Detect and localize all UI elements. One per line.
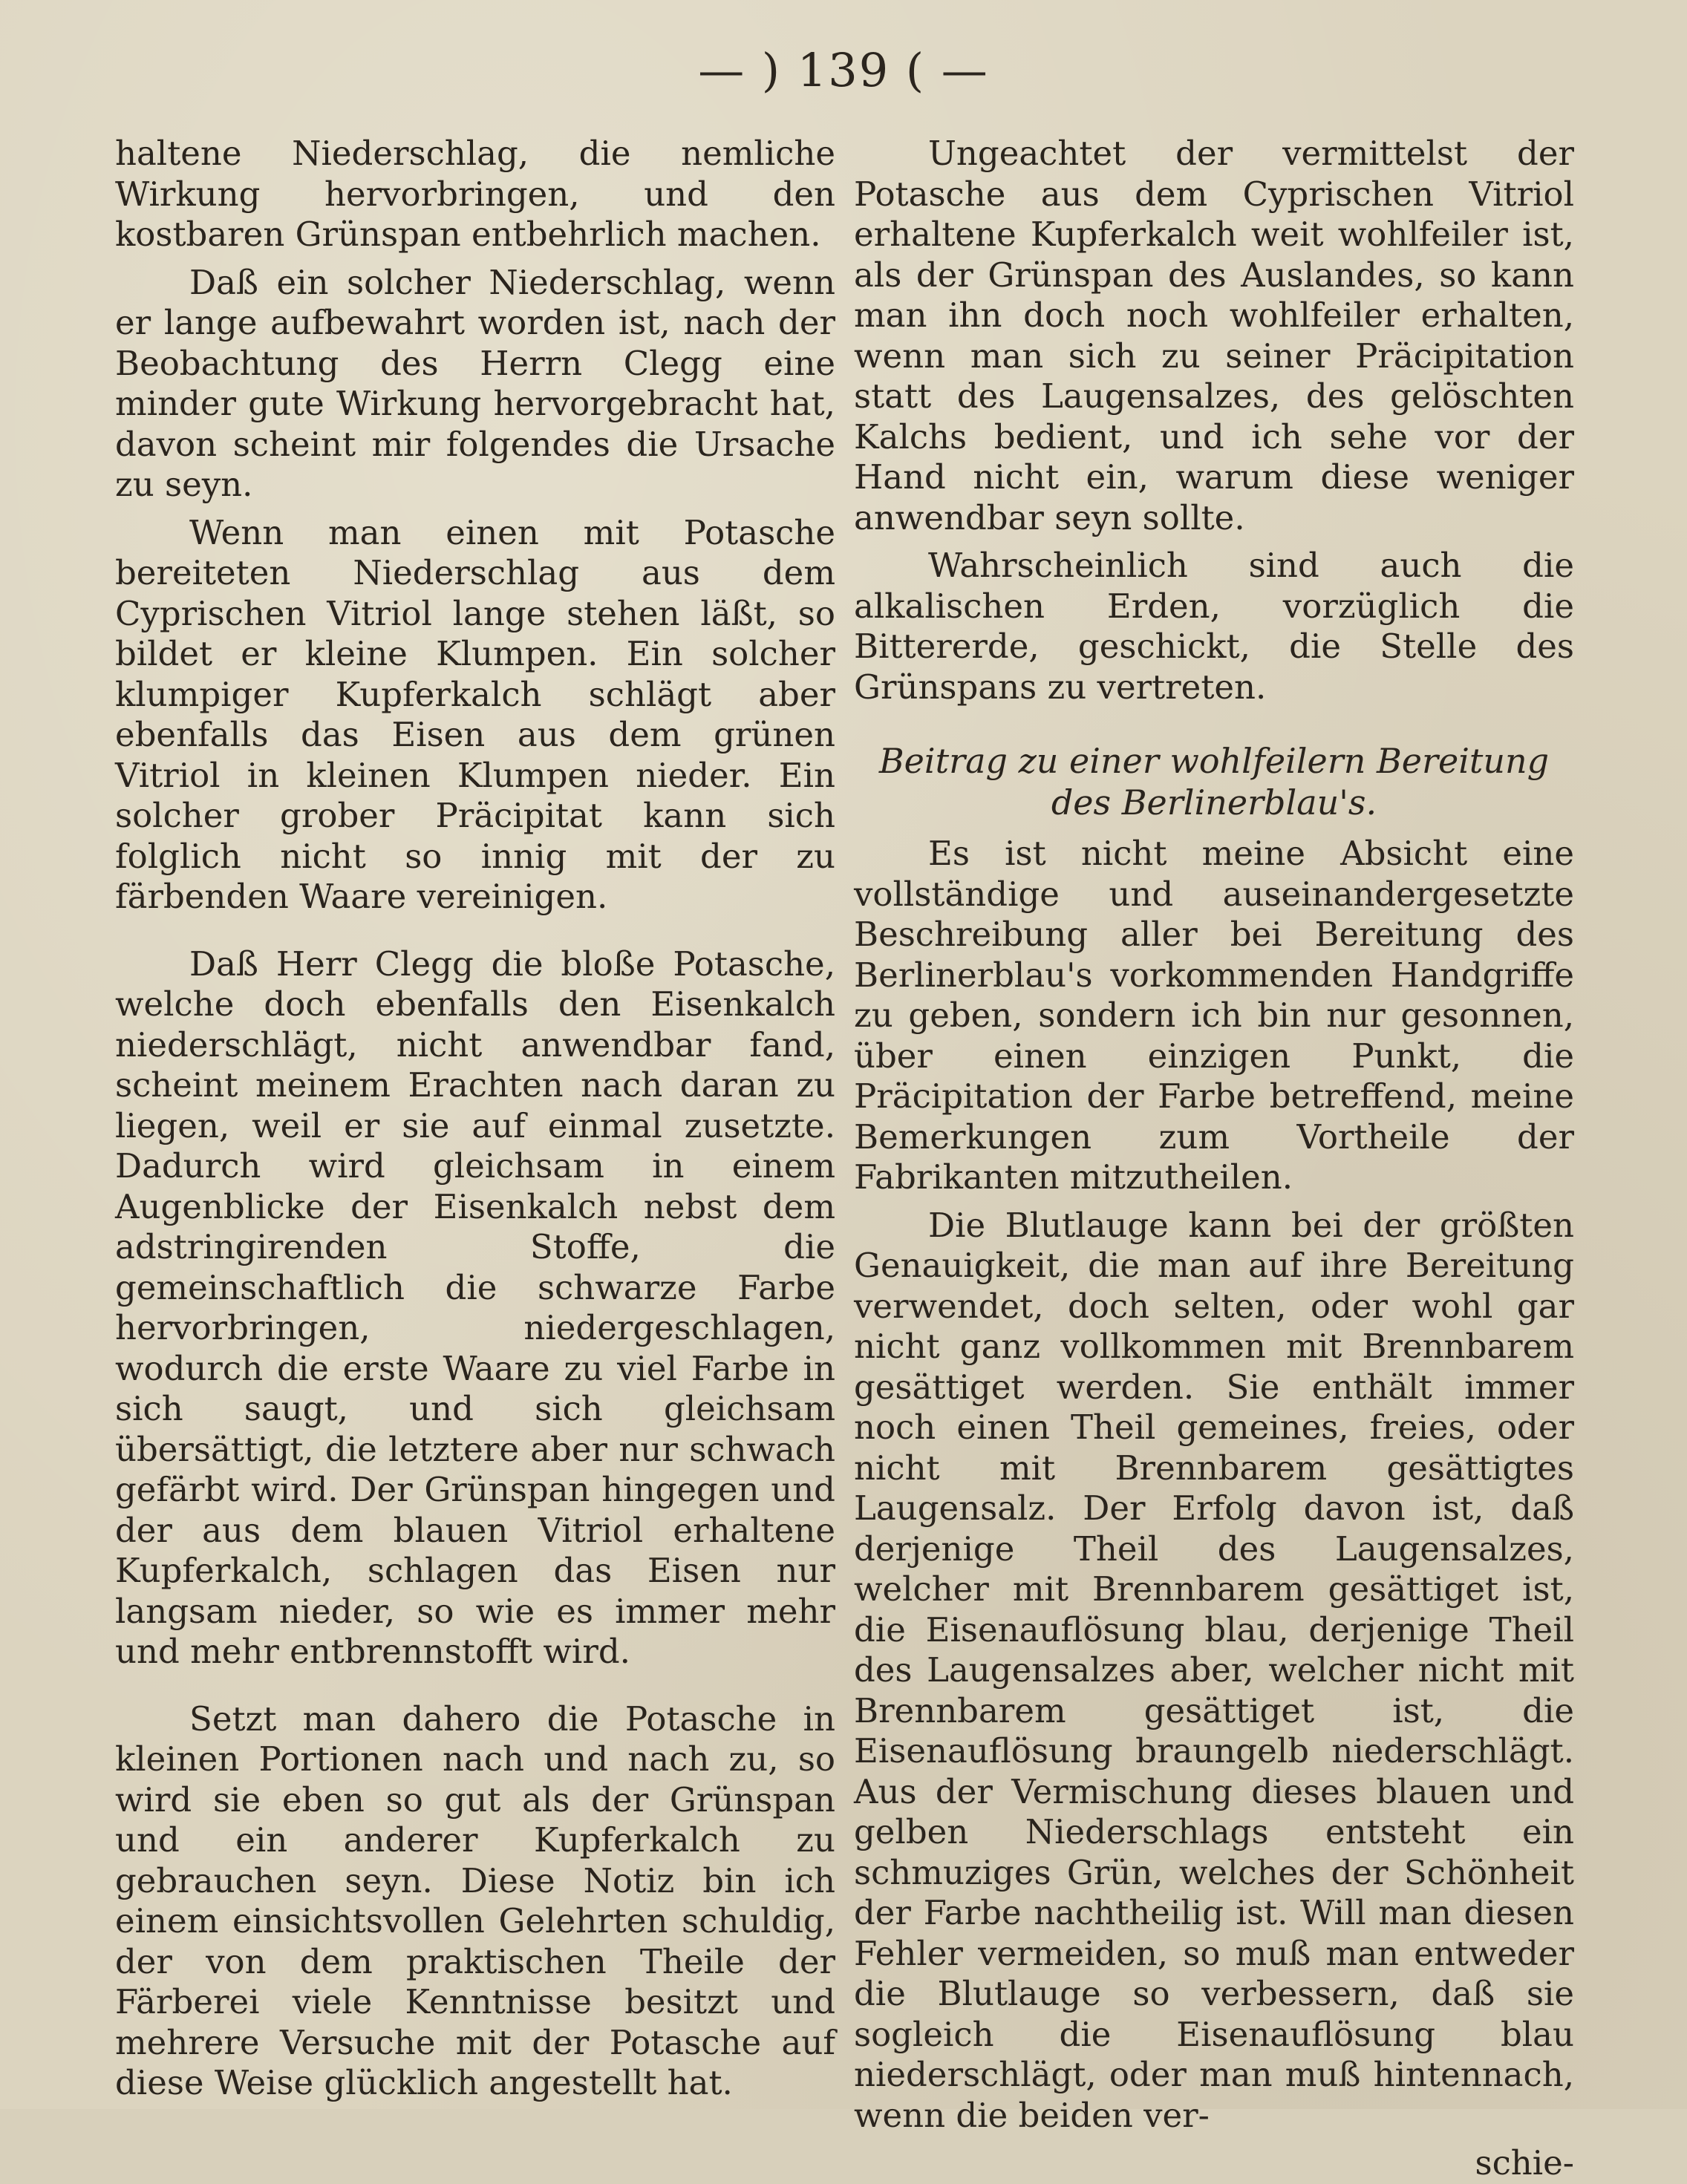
section-heading: Beitrag zu einer wohlfeilern Bereitung des Berlinerblau's. [878, 741, 1550, 823]
paragraph: Es ist nicht meine Absicht eine vollständige und auseinandergesetzte Beschreibung aller bei Bereitung des Berlinerblau's vorkommenden Handgriffe zu geben, sondern ich bin nur gesonnen, über einen einzigen Punkt, die Präcipitation der Farbe betreffend, meine Bemerkungen zum Vortheile der Fabrikanten mitzutheilen. [854, 834, 1574, 1197]
page-header: — ) 139 ( — [698, 43, 989, 97]
catchword: schie- [1475, 2143, 1574, 2183]
paragraph: Setzt man dahero die Potasche in kleinen Portionen nach und nach zu, so wird sie eben so gut als der Grünspan und ein anderer Kupferkalch zu gebrauchen seyn. Diese Notiz bin ich einem einsichtsvollen Gelehrten schuldig, der von dem praktischen Theile der Färberei viele Kenntnisse besitzt und mehrere Versuche mit der Potasche auf diese Weise glücklich angestellt hat. [115, 1699, 835, 2102]
right-column [854, 134, 1574, 2184]
paragraph: Daß Herr Clegg die bloße Potasche, welche doch ebenfalls den Eisenkalch niederschlägt, nicht anwendbar fand, scheint meinem Erachten nach daran zu liegen, weil er sie auf einmal zusetzte. Dadurch wird gleichsam in einem Augenblicke der Eisenkalch nebst dem adstringirenden Stoffe, die gemeinschaftlich die schwarze Farbe hervorbringen, niedergeschlagen, wodurch die erste Waare zu viel Farbe in sich saugt, und sich gleichsam übersättigt, die letztere aber nur schwach gefärbt wird. Der Grünspan hingegen und der aus dem blauen Vitriol erhaltene Kupferkalch, schlagen das Eisen nur langsam nieder, so wie es immer mehr und mehr entbrennstofft wird. [115, 944, 835, 1671]
paragraph: Die Blutlauge kann bei der größten Genauigkeit, die man auf ihre Bereitung verwendet, doch selten, oder wohl gar nicht ganz vollkommen mit Brennbarem gesättiget werden. Sie enthält immer noch einen Theil gemeines, freies, oder nicht mit Brennbarem gesättigtes Laugensalz. Der Erfolg davon ist, daß derjenige Theil des Laugensalzes, welcher mit Brennbarem gesättiget ist, die Eisenauflösung blau, derjenige Theil des Laugensalzes aber, welcher nicht mit Brennbarem gesättiget ist, die Eisenauflösung braungelb niederschlägt. Aus der Vermischung dieses blauen und gelben Niederschlags entsteht ein schmuziges Grün, welches der Schönheit der Farbe nachtheilig ist. Will man diesen Fehler vermeiden, so muß man entweder die Blutlauge so verbessern, daß sie sogleich die Eisenauflösung blau niederschlägt, oder man muß hintennach, wenn die beiden ver- [854, 1205, 1574, 2135]
paragraph: Daß ein solcher Niederschlag, wenn er lange aufbewahrt worden ist, nach der Beobachtung des Herrn Clegg eine minder gute Wirkung hervorgebracht hat, davon scheint mir folgendes die Ursache zu seyn. [115, 262, 835, 504]
paragraph: Wahrscheinlich sind auch die alkalischen Erden, vorzüglich die Bittererde, geschickt, die Stelle des Grünspans zu vertreten. [854, 546, 1574, 707]
paragraph: haltene Niederschlag, die nemliche Wirkung hervorbringen, und den kostbaren Grünspan entbehrlich machen. [115, 134, 835, 254]
paragraph: Wenn man einen mit Potasche bereiteten Niederschlag aus dem Cyprischen Vitriol lange stehen läßt, so bildet er kleine Klumpen. Ein solcher klumpiger Kupferkalch schlägt aber ebenfalls das Eisen aus dem grünen Vitriol in kleinen Klumpen nieder. Ein solcher grober Präcipitat kann sich folglich nicht so innig mit der zu färbenden Waare vereinigen. [115, 512, 835, 916]
paragraph: Ungeachtet der vermittelst der Potasche aus dem Cyprischen Vitriol erhaltene Kupferkalch weit wohlfeiler ist, als der Grünspan des Auslandes, so kann man ihn doch noch wohlfeiler erhalten, wenn man sich zu seiner Präcipitation statt des Laugensalzes, des gelöschten Kalchs bedient, und ich sehe vor der Hand nicht ein, warum diese weniger anwendbar seyn sollte. [854, 134, 1574, 537]
left-column [115, 134, 835, 2111]
